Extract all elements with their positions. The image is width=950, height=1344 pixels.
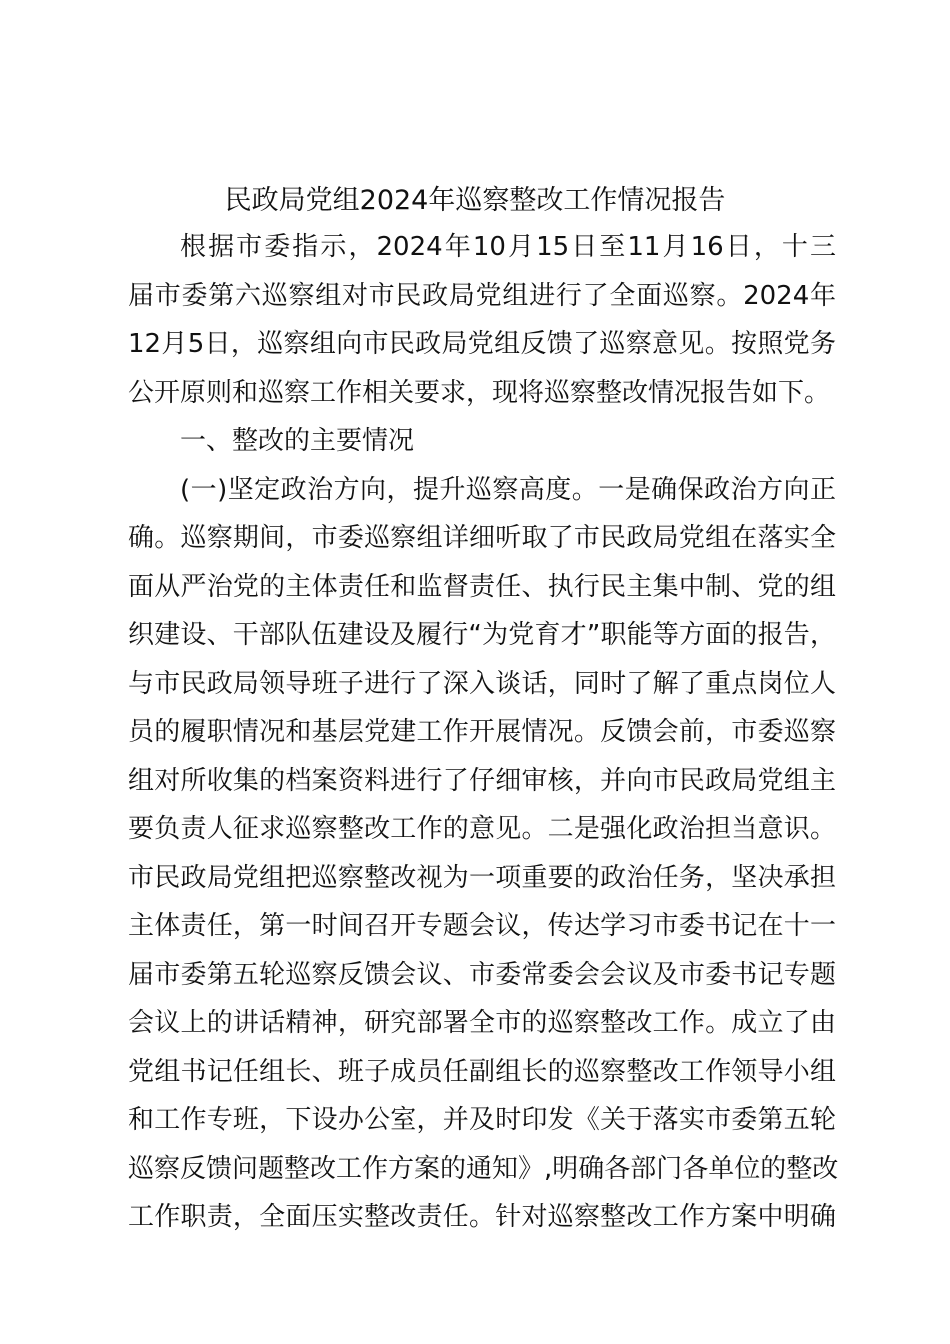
text-line: (一)坚定政治方向，提升巡察高度。一是确保政治方向正: [180, 474, 836, 505]
paragraph-main: [128, 466, 839, 1242]
text-line: 确。巡察期间，市委巡察组详细听取了市民政局党组在落实全: [128, 523, 836, 553]
paragraph-intro: [128, 223, 836, 417]
text-line: 公开原则和巡察工作相关要求，现将巡察整改情况报告如下。: [128, 377, 831, 408]
text-line: 党组书记任组长、班子成员任副组长的巡察整改工作领导小组: [128, 1056, 836, 1087]
text-line: 要负责人征求巡察整改工作的意见。二是强化政治担当意识。: [128, 814, 836, 844]
text-line: 工作职责，全面压实整改责任。针对巡察整改工作方案中明确: [128, 1202, 836, 1232]
text-line: 与市民政局领导班子进行了深入谈话，同时了解了重点岗位人: [128, 668, 836, 699]
text-line: 巡察反馈问题整改工作方案的通知》,明确各部门各单位的整改: [128, 1153, 839, 1184]
text-line: 12月5日，巡察组向市民政局党组反馈了巡察意见。按照党务: [128, 329, 836, 359]
text-line: 织建设、干部队伍建设及履行“为党育才”职能等方面的报告，: [128, 620, 836, 650]
text-line: 届市委第五轮巡察反馈会议、市委常委会会议及市委书记专题: [128, 959, 836, 990]
text-line: 会议上的讲话精神，研究部署全市的巡察整改工作。成立了由: [128, 1008, 836, 1038]
text-line: 组对所收集的档案资料进行了仔细审核，并向市民政局党组主: [128, 765, 836, 796]
text-line: 主体责任，第一时间召开专题会议，传达学习市委书记在十一: [128, 911, 836, 941]
text-line: 面从严治党的主体责任和监督责任、执行民主集中制、党的组: [128, 571, 836, 602]
text-line: 员的履职情况和基层党建工作开展情况。反馈会前，市委巡察: [128, 717, 836, 747]
text-line: 一、整改的主要情况: [180, 426, 415, 456]
text-line: 市民政局党组把巡察整改视为一项重要的政治任务，坚决承担: [128, 862, 836, 893]
document-title: 民政局党组2024年巡察整改工作情况报告: [224, 185, 726, 216]
text-line: 届市委第六巡察组对市民政局党组进行了全面巡察。2024年: [128, 280, 836, 311]
document-body: [128, 223, 839, 1242]
text-line: 和工作专班，下设办公室，并及时印发《关于落实市委第五轮: [128, 1105, 836, 1135]
text-line: 根据市委指示，2024年10月15日至11月16日，十三: [180, 232, 836, 262]
section-heading: [128, 417, 836, 466]
